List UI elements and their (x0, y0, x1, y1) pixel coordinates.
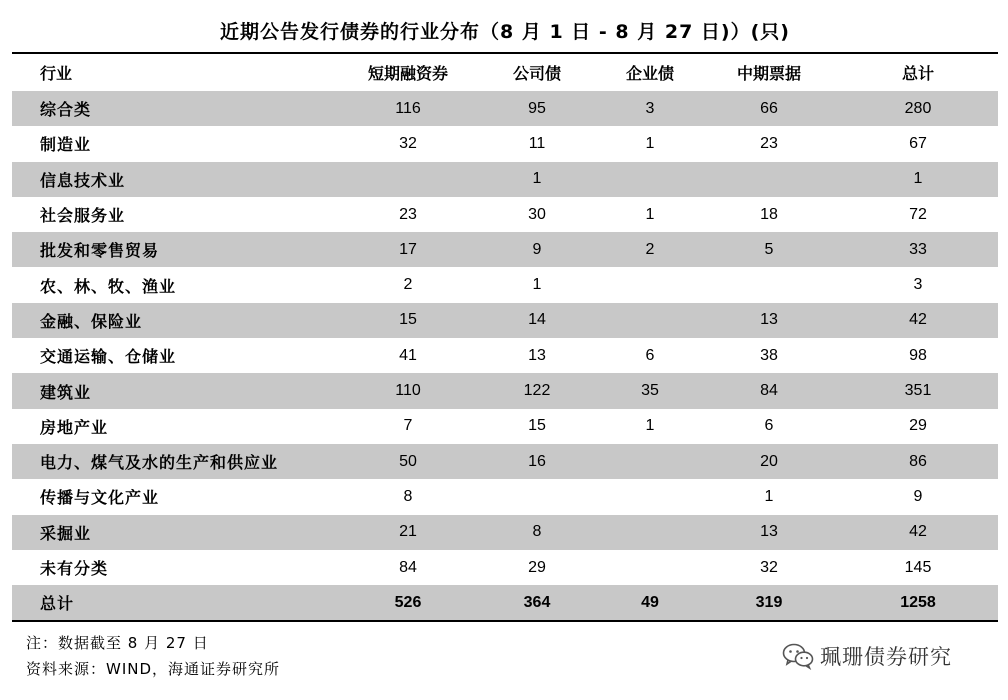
value-cell: 1 (764, 487, 774, 505)
total-value-cell: 319 (700, 585, 838, 620)
value-cell: 1 (532, 276, 542, 294)
value-cell (600, 303, 700, 338)
value-cell: 17 (342, 232, 474, 267)
value-cell: 145 (904, 558, 932, 576)
industry-cell: 传播与文化产业 (40, 488, 160, 508)
value-cell: 67 (909, 134, 927, 152)
value-cell: 16 (474, 444, 600, 479)
value-cell: 23 (399, 205, 417, 223)
value-cell: 1 (645, 417, 655, 435)
value-cell: 13 (700, 515, 838, 550)
value-cell: 9 (474, 232, 600, 267)
industry-cell: 综合类 (12, 91, 342, 126)
value-cell: 41 (399, 346, 417, 364)
value-cell: 86 (838, 444, 998, 479)
table-row (12, 197, 998, 232)
table-row (12, 550, 998, 585)
note-line: 注：数据截至 8 月 27 日 (26, 634, 209, 653)
value-cell: 72 (909, 205, 927, 223)
industry-cell: 房地产业 (40, 417, 109, 437)
industry-cell: 信息技术业 (12, 162, 342, 197)
total-value-cell: 1258 (838, 585, 998, 620)
value-cell: 2 (600, 232, 700, 267)
value-cell: 15 (342, 303, 474, 338)
value-cell: 35 (600, 373, 700, 408)
value-cell: 38 (760, 346, 778, 364)
total-row (12, 585, 998, 620)
value-cell: 29 (909, 417, 927, 435)
value-cell: 13 (528, 346, 546, 364)
table-row (12, 126, 998, 161)
value-cell: 29 (528, 558, 546, 576)
industry-cell: 电力、煤气及水的生产和供应业 (12, 444, 342, 479)
value-cell: 23 (760, 134, 778, 152)
value-cell: 2 (403, 276, 413, 294)
total-value-cell: 526 (342, 585, 474, 620)
value-cell (600, 515, 700, 550)
value-cell: 11 (528, 134, 546, 152)
industry-cell: 采掘业 (12, 515, 342, 550)
industry-cell: 农、林、牧、渔业 (40, 276, 177, 296)
table-row (12, 162, 998, 197)
value-cell (700, 162, 838, 197)
value-cell: 21 (342, 515, 474, 550)
value-cell: 8 (474, 515, 600, 550)
table-row (12, 444, 998, 479)
value-cell: 95 (474, 91, 600, 126)
value-cell: 1 (838, 162, 998, 197)
value-cell: 15 (528, 417, 546, 435)
value-cell: 50 (342, 444, 474, 479)
value-cell: 1 (645, 205, 655, 223)
table-row (12, 91, 998, 126)
value-cell (600, 444, 700, 479)
value-cell: 1 (645, 134, 655, 152)
value-cell: 42 (838, 303, 998, 338)
value-cell: 32 (399, 134, 417, 152)
value-cell: 3 (600, 91, 700, 126)
table-row (12, 303, 998, 338)
wechat-icon (782, 642, 814, 670)
value-cell: 110 (342, 373, 474, 408)
column-header: 企业债 (625, 64, 674, 83)
value-cell: 98 (909, 346, 927, 364)
column-header: 公司债 (512, 64, 561, 83)
source-line: 资料来源：WIND，海通证券研究所 (26, 660, 281, 679)
value-cell: 351 (838, 373, 998, 408)
table-title: 近期公告发行债券的行业分布（8 月 1 日 - 8 月 27 日)）(只) (220, 21, 790, 43)
value-cell: 32 (760, 558, 778, 576)
value-cell (474, 479, 600, 514)
value-cell (700, 267, 838, 302)
industry-cell: 社会服务业 (40, 206, 126, 226)
table-row (12, 409, 998, 444)
industry-cell: 建筑业 (12, 373, 342, 408)
column-header: 行业 (40, 64, 73, 83)
value-cell: 6 (645, 346, 655, 364)
industry-cell: 批发和零售贸易 (12, 232, 342, 267)
table-row (12, 479, 998, 514)
bottom-rule (12, 620, 998, 622)
table-body (12, 91, 998, 620)
industry-cell: 交通运输、仓储业 (40, 347, 177, 367)
value-cell: 18 (760, 205, 778, 223)
value-cell: 1 (474, 162, 600, 197)
value-cell (600, 479, 700, 514)
value-cell: 7 (403, 417, 413, 435)
total-label-cell: 总计 (12, 585, 342, 620)
value-cell (600, 162, 700, 197)
watermark-text: 珮珊债券研究 (820, 645, 952, 669)
watermark (782, 640, 952, 672)
value-cell: 42 (838, 515, 998, 550)
value-cell (600, 267, 700, 302)
value-cell: 84 (399, 558, 417, 576)
table-row (12, 267, 998, 302)
industry-cell: 未有分类 (40, 559, 109, 578)
total-value-cell: 364 (474, 585, 600, 620)
total-value-cell: 49 (600, 585, 700, 620)
value-cell: 84 (700, 373, 838, 408)
bond-industry-table (12, 54, 998, 620)
column-header: 总计 (901, 64, 934, 83)
value-cell (600, 550, 700, 585)
value-cell: 3 (913, 276, 923, 294)
value-cell: 66 (700, 91, 838, 126)
value-cell: 13 (700, 303, 838, 338)
column-header: 短期融资券 (367, 64, 448, 83)
value-cell: 8 (403, 487, 413, 505)
industry-cell: 金融、保险业 (12, 303, 342, 338)
table-row (12, 338, 998, 373)
value-cell: 33 (838, 232, 998, 267)
value-cell: 122 (474, 373, 600, 408)
value-cell: 6 (764, 417, 774, 435)
industry-cell: 制造业 (40, 135, 92, 155)
table-frame (12, 12, 998, 682)
value-cell: 9 (913, 487, 923, 505)
value-cell: 280 (838, 91, 998, 126)
table-row (12, 232, 998, 267)
value-cell: 20 (700, 444, 838, 479)
table-row (12, 515, 998, 550)
table-row (12, 373, 998, 408)
value-cell (342, 162, 474, 197)
header-row (12, 54, 998, 91)
value-cell: 5 (700, 232, 838, 267)
value-cell: 30 (528, 205, 546, 223)
value-cell: 14 (474, 303, 600, 338)
column-header: 中期票据 (736, 64, 801, 83)
value-cell: 116 (342, 91, 474, 126)
